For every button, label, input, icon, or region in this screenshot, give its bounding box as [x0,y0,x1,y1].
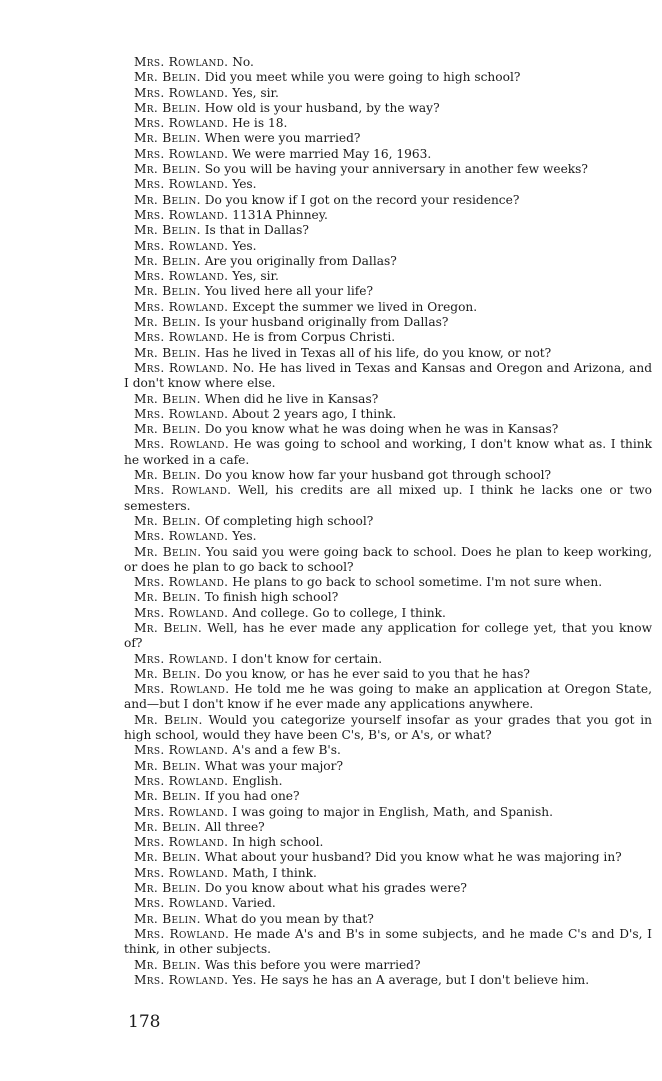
speaker-name: Mr. Belin. [134,666,201,681]
speaker-name: Mrs. Rowland. [134,437,230,452]
utterance-text: Well, has he ever made any application for college yet, that you know of? [124,620,653,651]
speaker-name: Mr. Belin. [134,253,201,268]
utterance-text: Math, I think. [232,865,317,880]
transcript-paragraph [124,896,652,911]
utterance-text: So you will be having your anniversary in another few weeks? [204,162,588,177]
utterance-text: In high school. [232,835,324,850]
transcript-paragraph [124,254,652,269]
utterance-text: And college. Go to college, I think. [232,605,446,620]
speaker-name: Mrs. Rowland. [134,605,229,620]
utterance-text: What do you mean by that? [204,911,374,926]
transcript-paragraph [124,131,652,146]
transcript-paragraph [124,973,652,988]
utterance-text: You said you were going back to school. Does he plan to keep working, or does he plan to go back to school? [124,544,653,574]
speaker-name: Mr. Belin. [134,712,203,727]
utterance-text: Do you know what he was doing when he was in Kansas? [204,422,559,437]
transcript-paragraph [124,177,652,192]
speaker-name: Mrs. Rowland. [134,896,229,911]
transcript-paragraph [124,912,652,927]
utterance-text: What was your major? [204,758,343,773]
utterance-text: A's and a few B's. [232,743,341,758]
speaker-name: Mr. Belin. [134,957,201,972]
utterance-text: To finish high school? [204,590,339,605]
speaker-name: Mrs. Rowland. [134,177,229,192]
page-number: 178 [128,1012,161,1032]
utterance-text: Yes, sir. [232,269,279,284]
speaker-name: Mrs. Rowland. [134,85,229,100]
speaker-name: Mrs. Rowland. [134,330,229,345]
speaker-name: Mr. Belin. [134,223,201,238]
utterance-text: Do you know about what his grades were? [204,881,467,896]
utterance-text: We were married May 16, 1963. [232,146,432,161]
transcript-paragraph [124,606,652,621]
utterance-text: Has he lived in Texas all of his life, do you know, or not? [204,345,552,360]
speaker-name: Mr. Belin. [134,881,201,896]
utterance-text: You lived here all your life? [204,284,374,299]
transcript-body [124,55,652,988]
transcript-paragraph [124,759,652,774]
utterance-text: He plans to go back to school sometime. I'm not sure when. [232,575,603,590]
transcript-paragraph [124,667,652,682]
transcript-paragraph [124,223,652,238]
utterance-text: Well, his credits are all mixed up. I think he lacks one or two semesters. [124,483,652,513]
transcript-paragraph [124,162,652,177]
speaker-name: Mrs. Rowland. [134,926,230,941]
transcript-paragraph [124,269,652,284]
utterance-text: No. [232,55,254,69]
transcript-paragraph [124,866,652,881]
speaker-name: Mr. Belin. [134,70,201,85]
transcript-paragraph [124,820,652,835]
transcript-paragraph [124,545,652,576]
transcript-paragraph [124,805,652,820]
speaker-name: Mrs. Rowland. [134,651,229,666]
speaker-name: Mr. Belin. [134,131,201,146]
transcript-paragraph [124,116,652,131]
utterance-text: Of completing high school? [204,513,374,528]
speaker-name: Mr. Belin. [134,544,202,559]
speaker-name: Mrs. Rowland. [134,483,232,498]
utterance-text: He is 18. [232,116,288,131]
utterance-text: Do you know, or has he ever said to you that he has? [204,666,530,681]
utterance-text: If you had one? [204,789,300,804]
speaker-name: Mr. Belin. [134,391,201,406]
speaker-name: Mr. Belin. [134,513,201,528]
transcript-paragraph [124,300,652,315]
utterance-text: I was going to major in English, Math, and Spanish. [232,804,554,819]
utterance-text: About 2 years ago, I think. [232,406,397,421]
speaker-name: Mr. Belin. [134,758,201,773]
speaker-name: Mrs. Rowland. [134,299,229,314]
speaker-name: Mr. Belin. [134,819,201,834]
transcript-paragraph [124,147,652,162]
transcript-paragraph [124,315,652,330]
transcript-paragraph [124,101,652,116]
transcript-paragraph [124,927,652,958]
speaker-name: Mr. Belin. [134,850,201,865]
transcript-paragraph [124,208,652,223]
speaker-name: Mrs. Rowland. [134,146,229,161]
speaker-name: Mr. Belin. [134,468,201,483]
speaker-name: Mrs. Rowland. [134,55,229,69]
transcript-paragraph [124,835,652,850]
utterance-text: How old is your husband, by the way? [204,100,440,115]
utterance-text: When did he live in Kansas? [204,391,379,406]
utterance-text: What about your husband? Did you know what he was majoring in? [204,850,622,865]
speaker-name: Mrs. Rowland. [134,773,229,788]
utterance-text: Would you categorize yourself insofar as your grades that you got in high school, would they have been C's, B's, or A's, or what? [124,712,653,743]
speaker-name: Mr. Belin. [134,315,201,330]
utterance-text: Yes, sir. [232,85,279,100]
utterance-text: He was going to school and working, I don't know what as. I think he worked in a cafe. [124,437,652,467]
transcript-paragraph [124,881,652,896]
utterance-text: No. He has lived in Texas and Kansas and Oregon and Arizona, and I don't know where else. [124,360,653,391]
speaker-name: Mrs. Rowland. [134,682,230,697]
utterance-text: Is your husband originally from Dallas? [204,315,449,330]
speaker-name: Mrs. Rowland. [134,575,229,590]
utterance-text: Are you originally from Dallas? [204,253,397,268]
speaker-name: Mr. Belin. [134,284,201,299]
speaker-name: Mrs. Rowland. [134,835,229,850]
transcript-paragraph [124,330,652,345]
speaker-name: Mr. Belin. [134,345,201,360]
transcript-paragraph [124,468,652,483]
transcript-paragraph [124,361,652,392]
transcript-paragraph [124,86,652,101]
transcript-paragraph [124,514,652,529]
speaker-name: Mrs. Rowland. [134,360,229,375]
transcript-paragraph [124,575,652,590]
transcript-paragraph [124,437,652,468]
utterance-text: Yes. [232,529,257,544]
utterance-text: Except the summer we lived in Oregon. [232,299,478,314]
utterance-text: Yes. He says he has an A average, but I don't believe him. [232,972,590,987]
transcript-paragraph [124,529,652,544]
utterance-text: All three? [204,819,265,834]
speaker-name: Mrs. Rowland. [134,804,229,819]
speaker-name: Mrs. Rowland. [134,529,229,544]
utterance-text: He is from Corpus Christi. [232,330,396,345]
utterance-text: Did you meet while you were going to high school? [204,70,521,85]
transcript-paragraph [124,239,652,254]
utterance-text: Do you know how far your husband got through school? [204,468,552,483]
utterance-text: Do you know if I got on the record your residence? [204,192,520,207]
transcript-paragraph [124,407,652,422]
transcript-paragraph [124,590,652,605]
utterance-text: 1131A Phinney. [232,207,328,222]
transcript-paragraph [124,774,652,789]
utterance-text: Yes. [232,238,257,253]
transcript-paragraph [124,392,652,407]
utterance-text: He made A's and B's in some subjects, and he made C's and D's, I think, in other subjects. [124,926,652,957]
utterance-text: Yes. [232,177,257,192]
transcript-paragraph [124,70,652,85]
transcript-paragraph [124,958,652,973]
transcript-paragraph [124,652,652,667]
speaker-name: Mr. Belin. [134,192,201,207]
speaker-name: Mrs. Rowland. [134,269,229,284]
utterance-text: English. [232,773,283,788]
speaker-name: Mrs. Rowland. [134,238,229,253]
utterance-text: Was this before you were married? [204,957,421,972]
speaker-name: Mrs. Rowland. [134,406,229,421]
speaker-name: Mrs. Rowland. [134,207,229,222]
utterance-text: Is that in Dallas? [204,223,309,238]
transcript-paragraph [124,193,652,208]
speaker-name: Mr. Belin. [134,789,201,804]
speaker-name: Mr. Belin. [134,620,203,635]
speaker-name: Mr. Belin. [134,590,201,605]
utterance-text: Varied. [232,896,276,911]
utterance-text: When were you married? [204,131,361,146]
transcript-paragraph [124,682,652,713]
speaker-name: Mr. Belin. [134,422,201,437]
transcript-paragraph [124,422,652,437]
transcript-paragraph [124,621,652,652]
transcript-paragraph [124,55,652,70]
transcript-paragraph [124,743,652,758]
transcript-paragraph [124,483,652,514]
speaker-name: Mrs. Rowland. [134,865,229,880]
transcript-paragraph [124,713,652,744]
speaker-name: Mr. Belin. [134,162,201,177]
transcript-paragraph [124,850,652,865]
utterance-text: I don't know for certain. [232,651,383,666]
transcript-paragraph [124,346,652,361]
transcript-paragraph [124,284,652,299]
utterance-text: He told me he was going to make an application at Oregon State, and—but I don't know if he ever made any applications anywhere. [124,682,652,712]
transcript-paragraph [124,789,652,804]
speaker-name: Mr. Belin. [134,100,201,115]
speaker-name: Mrs. Rowland. [134,116,229,131]
speaker-name: Mr. Belin. [134,911,201,926]
speaker-name: Mrs. Rowland. [134,972,229,987]
speaker-name: Mrs. Rowland. [134,743,229,758]
